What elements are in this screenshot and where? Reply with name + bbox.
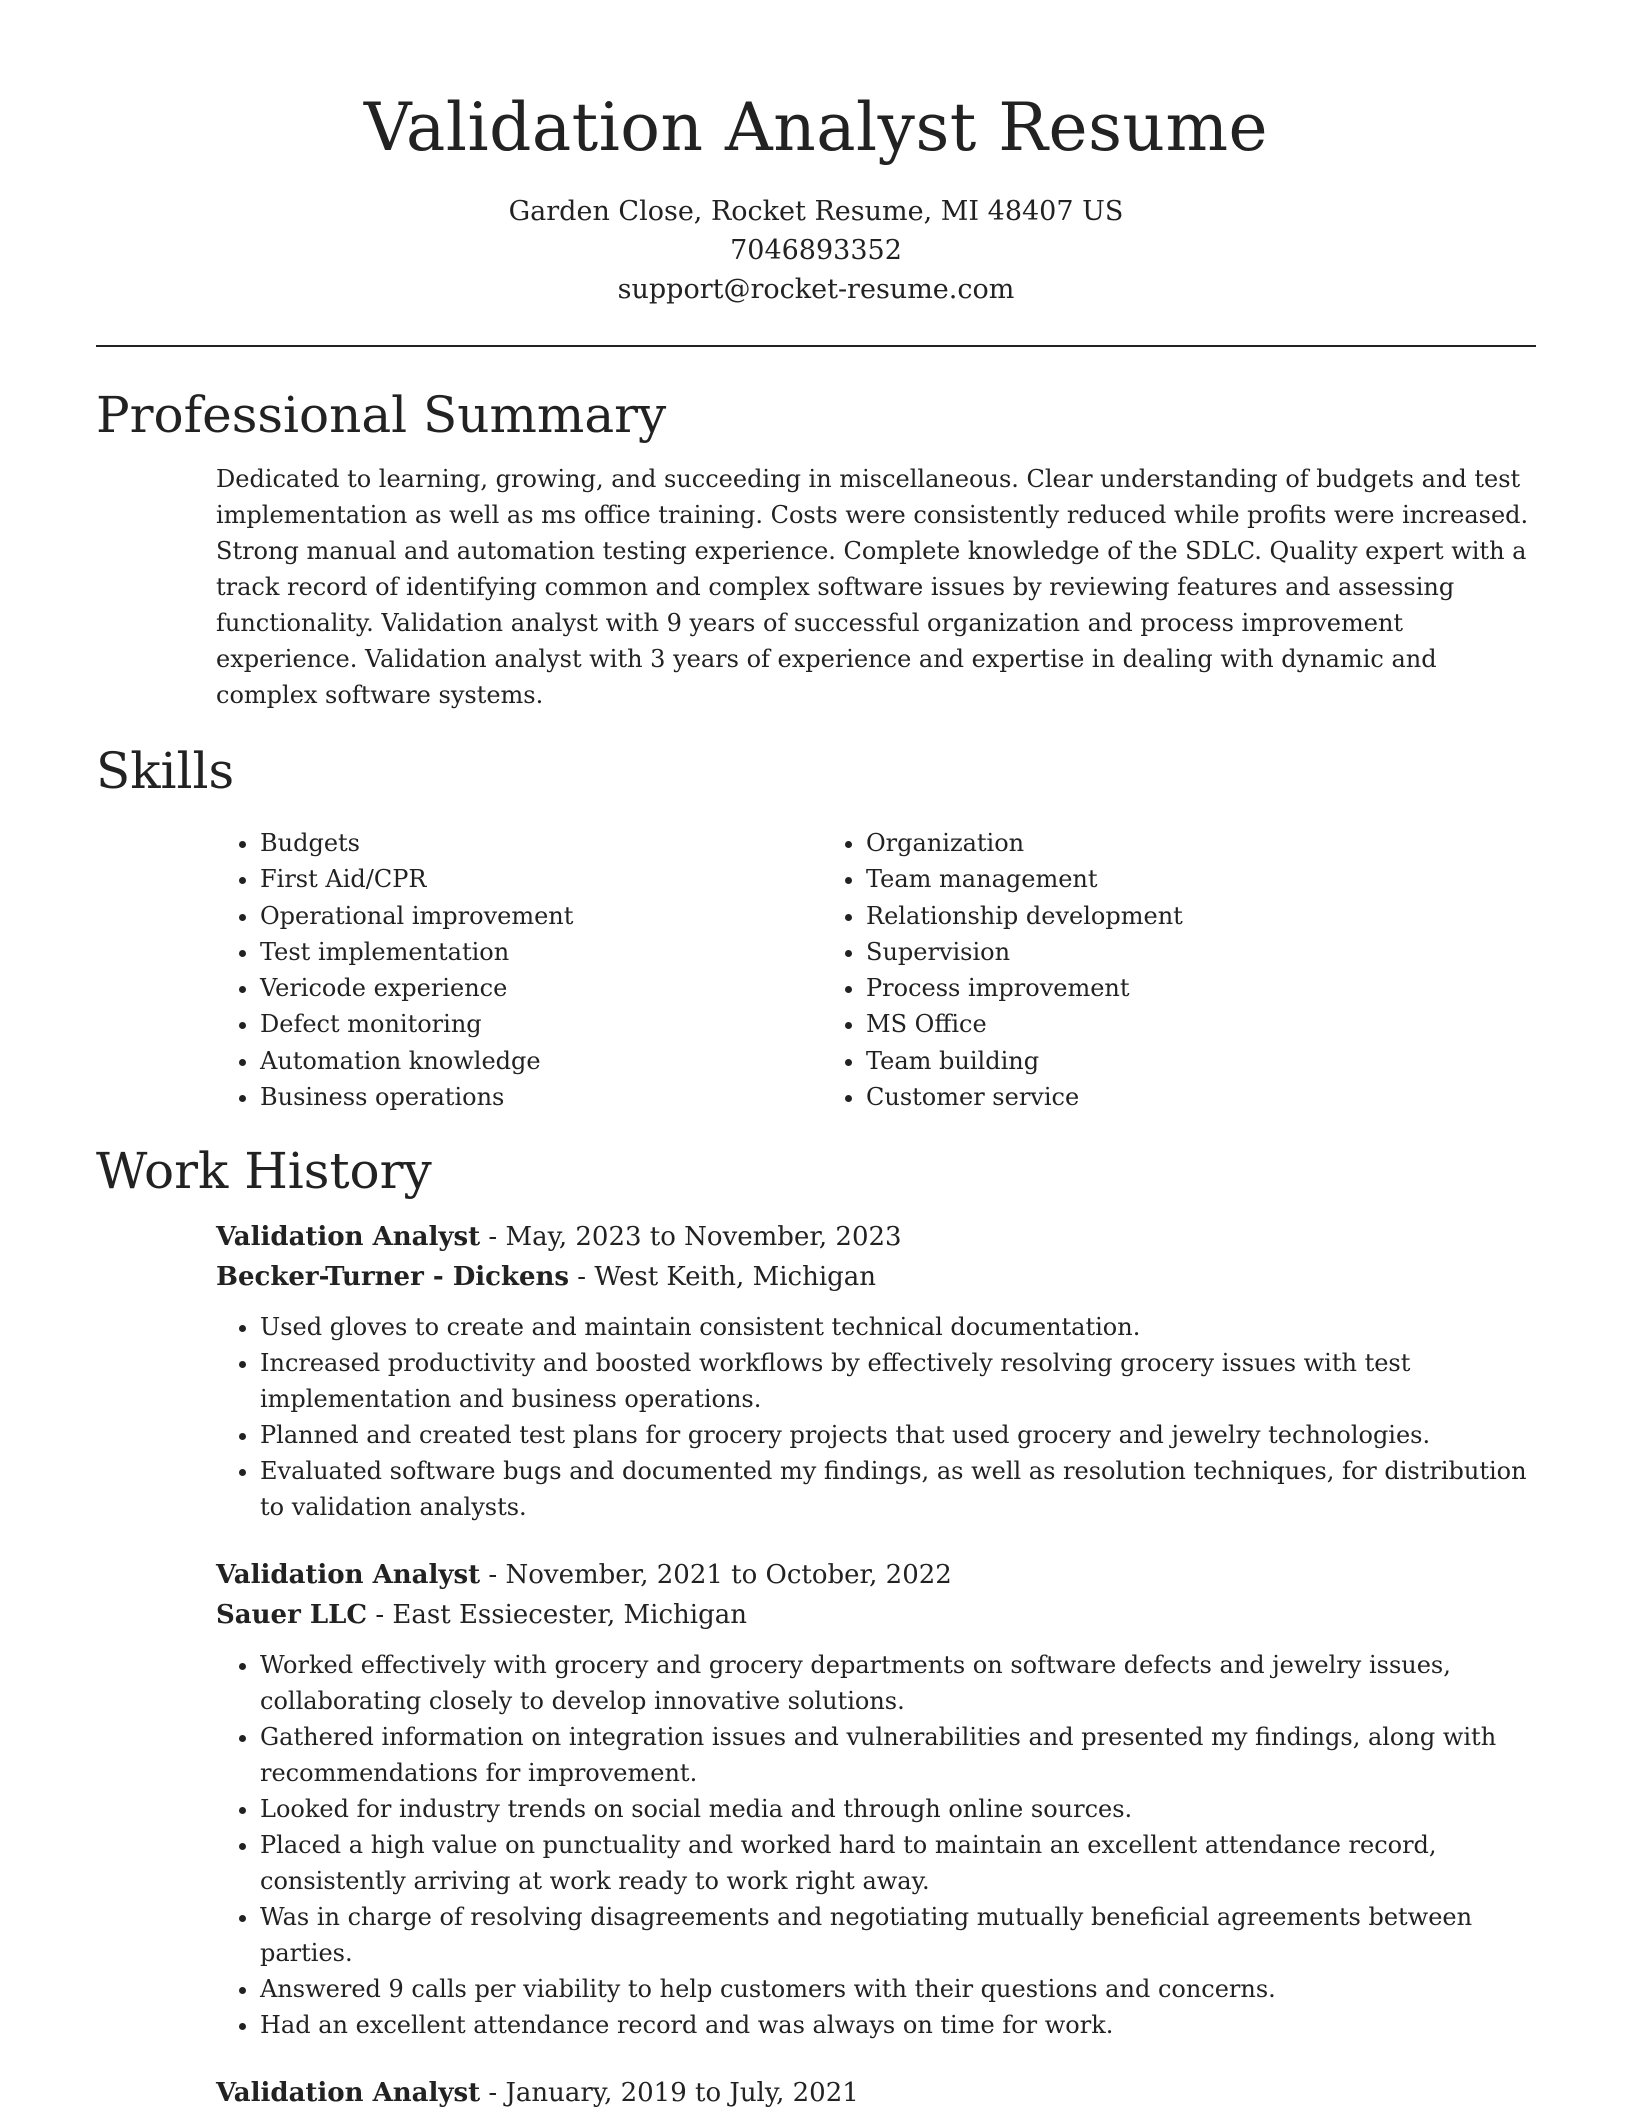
job-bullet: • Increased productivity and boosted workflows by effectively resolving grocery issues with test implementation and business operations. <box>260 1345 1536 1417</box>
work-history-heading: Work History <box>96 1142 432 1201</box>
skill-item: • Process improvement <box>866 970 1428 1006</box>
job-bullet: • Used gloves to create and maintain consistent technical documentation. <box>260 1309 1536 1345</box>
job-entry <box>216 1555 1536 2043</box>
job-company: Sauer LLC <box>216 1600 368 1631</box>
skill-item: • Organization <box>866 825 1428 861</box>
job-company: Becker-Turner - Dickens <box>216 1262 570 1293</box>
skill-item: • First Aid/CPR <box>260 861 822 897</box>
resume-page <box>96 0 1536 2113</box>
skill-item: • Operational improvement <box>260 898 822 934</box>
skill-item: • Vericode experience <box>260 970 822 1006</box>
contact-block <box>96 192 1536 309</box>
job-bullets <box>216 1309 1536 1525</box>
job-title: Validation Analyst <box>216 1560 481 1591</box>
skills-list <box>216 825 1536 1115</box>
skill-item: • Budgets <box>260 825 822 861</box>
contact-address: Garden Close, Rocket Resume, MI 48407 US <box>508 196 1124 227</box>
separator: - <box>480 1560 506 1591</box>
summary-heading: Professional Summary <box>96 386 667 444</box>
job-bullet: • Had an excellent attendance record and was always on time for work. <box>260 2007 1536 2043</box>
contact-email[interactable]: support@rocket-resume.com <box>617 274 1015 305</box>
job-bullet: • Gathered information on integration issues and vulnerabilities and presented my findings, along with recommendations for improvement. <box>260 1719 1536 1791</box>
skill-item: • Defect monitoring <box>260 1006 822 1042</box>
skills-column-left <box>216 825 822 1115</box>
job-company-line <box>216 1595 1536 1635</box>
separator: - <box>480 1222 506 1253</box>
skill-item: • Automation knowledge <box>260 1043 822 1079</box>
separator: - <box>367 1600 393 1631</box>
skill-item: • Team building <box>866 1043 1428 1079</box>
job-bullet: • Looked for industry trends on social media and through online sources. <box>260 1791 1536 1827</box>
job-bullet: • Planned and created test plans for grocery projects that used grocery and jewelry technologies. <box>260 1417 1536 1453</box>
job-bullet: • Evaluated software bugs and documented my findings, as well as resolution techniques, for distribution to validation analysts. <box>260 1453 1536 1525</box>
separator: - <box>569 1262 595 1293</box>
job-entry <box>216 1217 1536 1525</box>
job-title: Validation Analyst <box>216 2078 481 2109</box>
job-bullet: • Answered 9 calls per viability to help customers with their questions and concerns. <box>260 1971 1536 2007</box>
skill-item: • Business operations <box>260 1079 822 1115</box>
job-dates: November, 2021 to October, 2022 <box>505 1560 952 1591</box>
skill-item: • MS Office <box>866 1006 1428 1042</box>
job-location: East Essiecester, Michigan <box>392 1600 747 1631</box>
summary-text: Dedicated to learning, growing, and succeeding in miscellaneous. Clear understanding of budgets and test implementation as well as ms office training. Costs were consistently reduced while profits were increased. Strong manual and automation testing experience. Complete knowledge of the SDLC. Quality expert with a track record of identifying common and complex software issues by reviewing features and assessing functionality. Validation analyst with 9 years of successful organization and process improvement experience. Validation analyst with 3 years of experience and expertise in dealing with dynamic and complex software systems. <box>216 465 1529 709</box>
job-title-line <box>216 2073 1536 2113</box>
contact-phone: 7046893352 <box>730 235 902 266</box>
job-bullet: • Placed a high value on punctuality and worked hard to maintain an excellent attendance record, consistently arriving at work ready to work right away. <box>260 1827 1536 1899</box>
header-divider <box>96 345 1536 347</box>
skills-heading: Skills <box>96 742 235 800</box>
job-bullet: • Was in charge of resolving disagreements and negotiating mutually beneficial agreements between parties. <box>260 1899 1536 1971</box>
skill-item: • Relationship development <box>866 898 1428 934</box>
job-bullet: • Worked effectively with grocery and grocery departments on software defects and jewelry issues, collaborating closely to develop innovative solutions. <box>260 1647 1536 1719</box>
resume-title: Validation Analyst Resume <box>363 89 1269 166</box>
job-entry <box>216 2073 1536 2113</box>
skill-item: • Supervision <box>866 934 1428 970</box>
job-title: Validation Analyst <box>216 1222 481 1253</box>
skill-item: • Team management <box>866 861 1428 897</box>
skill-item: • Customer service <box>866 1079 1428 1115</box>
job-dates: May, 2023 to November, 2023 <box>505 1222 902 1253</box>
job-dates: January, 2019 to July, 2021 <box>505 2078 859 2109</box>
job-title-line <box>216 1555 1536 1595</box>
skills-column-right <box>822 825 1428 1115</box>
job-company-line <box>216 1257 1536 1297</box>
job-title-line <box>216 1217 1536 1257</box>
job-bullets <box>216 1647 1536 2043</box>
skill-item: • Test implementation <box>260 934 822 970</box>
separator: - <box>480 2078 506 2109</box>
job-location: West Keith, Michigan <box>594 1262 877 1293</box>
